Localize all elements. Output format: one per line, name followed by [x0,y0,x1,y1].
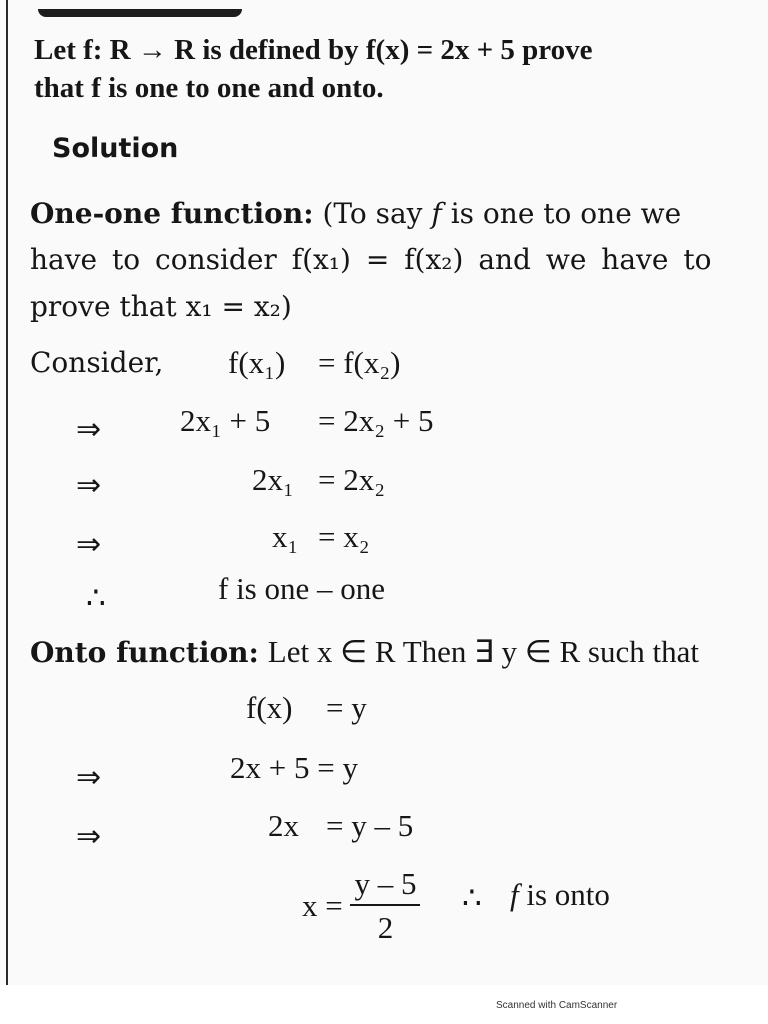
fraction-numerator: y – 5 [350,866,420,906]
implies-icon: ⇒ [76,760,102,795]
implies-icon: ⇒ [76,468,102,503]
onto-step-3-rhs: = y – 5 [326,808,414,843]
therefore-icon: ∴ [462,880,482,915]
step-4-rhs: = x₂ [318,519,370,554]
fraction [350,866,420,946]
step-4-lhs: x₁ [272,519,299,554]
step-3-rhs: = 2x₂ [318,462,386,497]
one-one-line-1 [30,197,730,230]
scanner-bottom-band [0,985,768,1024]
consider-label: Consider, [30,346,164,379]
question-line-2: that f is one to one and onto. [34,72,384,104]
one-one-conclusion: f is one – one [218,571,386,606]
left-margin-rule [6,0,8,985]
question-line-1: Let f: R → R is defined by f(x) = 2x + 5 prove [34,34,593,66]
one-one-label: One-one function: [30,197,314,230]
one-one-line-3: prove that x₁ = x₂) [30,290,292,323]
implies-icon: ⇒ [76,527,102,562]
fraction-denominator: 2 [377,910,394,945]
implies-icon: ⇒ [76,412,102,447]
one-one-intro-a: (To say [322,197,423,230]
onto-intro: Let x ∈ R Then ∃ y ∈ R such that [267,634,699,669]
one-one-line-2: have to consider f(x₁) = f(x₂) and we have to [30,243,712,276]
onto-label: Onto function: [30,636,259,669]
one-one-intro-f: f [431,197,442,230]
onto-step-1-lhs: f(x) [246,690,293,725]
solution-heading: Solution [52,133,179,164]
onto-step-3-lhs: 2x [268,808,299,843]
scanner-watermark: Scanned with CamScanner [496,1000,618,1011]
onto-step-2: 2x + 5 = y [230,750,358,785]
one-one-intro-b: is one to one we [450,197,682,230]
step-1-rhs: = f(x₂) [318,345,401,380]
step-2-rhs: = 2x₂ + 5 [318,403,434,438]
x-fraction-expression [302,866,420,946]
step-3-lhs: 2x₁ [252,462,294,497]
therefore-icon: ∴ [86,580,106,615]
implies-icon: ⇒ [76,819,102,854]
top-rule [38,9,242,17]
onto-line [30,634,699,670]
onto-conclusion-rest: is onto [526,877,610,912]
step-2-lhs: 2x₁ + 5 [180,403,271,438]
step-1-lhs: f(x₁) [228,345,286,380]
x-equals: x = [302,888,343,923]
onto-step-1-rhs: = y [326,690,367,725]
onto-conclusion-f: f [510,877,519,912]
onto-conclusion [510,877,610,913]
